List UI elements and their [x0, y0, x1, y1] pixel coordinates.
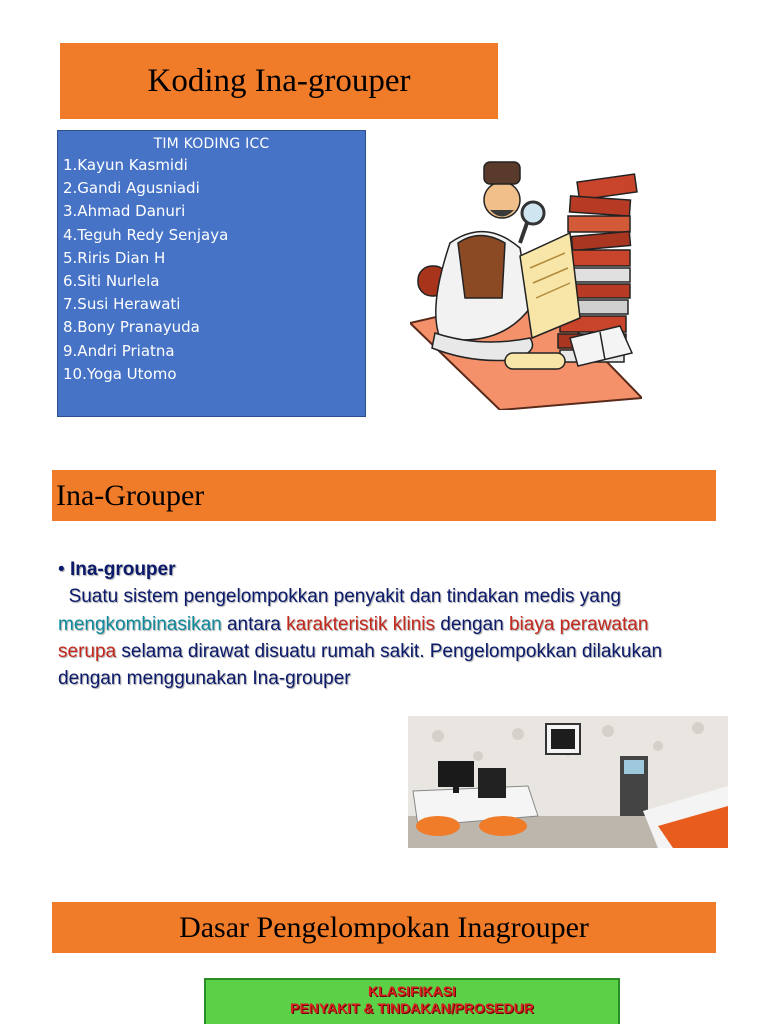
definition-heading [58, 556, 688, 583]
highlight-term: biaya perawatan serupa [58, 613, 649, 662]
team-heading: TIM KODING ICC [153, 136, 270, 152]
section-title: Dasar Pengelompokan Inagrouper [179, 910, 589, 944]
klasifikasi-line1: KLASIFIKASI [368, 983, 456, 999]
bullet: • [58, 559, 65, 580]
team-member: 8.Bony Pranayuda [63, 318, 200, 337]
team-member: 4.Teguh Redy Senjaya [63, 225, 229, 244]
title-banner [60, 43, 498, 119]
team-member: 5.Riris Dian H [63, 248, 166, 267]
highlight-term: karakteristik klinis [286, 613, 436, 635]
section-banner-dasar-pengelompokan [52, 902, 716, 953]
highlight-term: mengkombinasikan [58, 613, 222, 635]
definition-body [58, 583, 688, 692]
team-member: 1.Kayun Kasmidi [63, 156, 188, 174]
definition-text: selama dirawat disuatu rumah sakit. Pengelompokkan dilakukan dengan menggunakan Ina-grouper [58, 640, 663, 690]
definition-text: dengan [435, 613, 509, 635]
team-member: 6.Siti Nurlela [63, 272, 160, 291]
klasifikasi-line2: PENYAKIT & TINDAKAN/PROSEDUR [290, 1000, 534, 1016]
section-title: Ina-Grouper [56, 478, 205, 512]
scholar-illustration [410, 148, 642, 410]
team-member: 3.Ahmad Danuri [63, 202, 186, 221]
definition-text: Suatu sistem pengelompokkan penyakit dan tindakan medis yang [68, 586, 621, 608]
team-box [57, 130, 366, 417]
section-banner-ina-grouper [52, 470, 716, 521]
clinic-room-photo [408, 716, 728, 848]
klasifikasi-box [204, 978, 620, 1024]
team-member: 2.Gandi Agusniadi [63, 179, 200, 198]
definition-paragraph [58, 556, 688, 692]
team-member: 7.Susi Herawati [63, 295, 181, 314]
definition-term: Ina-grouper [69, 559, 176, 580]
definition-text: antara [221, 613, 287, 635]
page-title: Koding Ina-grouper [147, 62, 411, 99]
team-list [58, 154, 365, 386]
team-member: 9.Andri Priatna [63, 341, 175, 360]
team-member: 10.Yoga Utomo [63, 364, 177, 383]
